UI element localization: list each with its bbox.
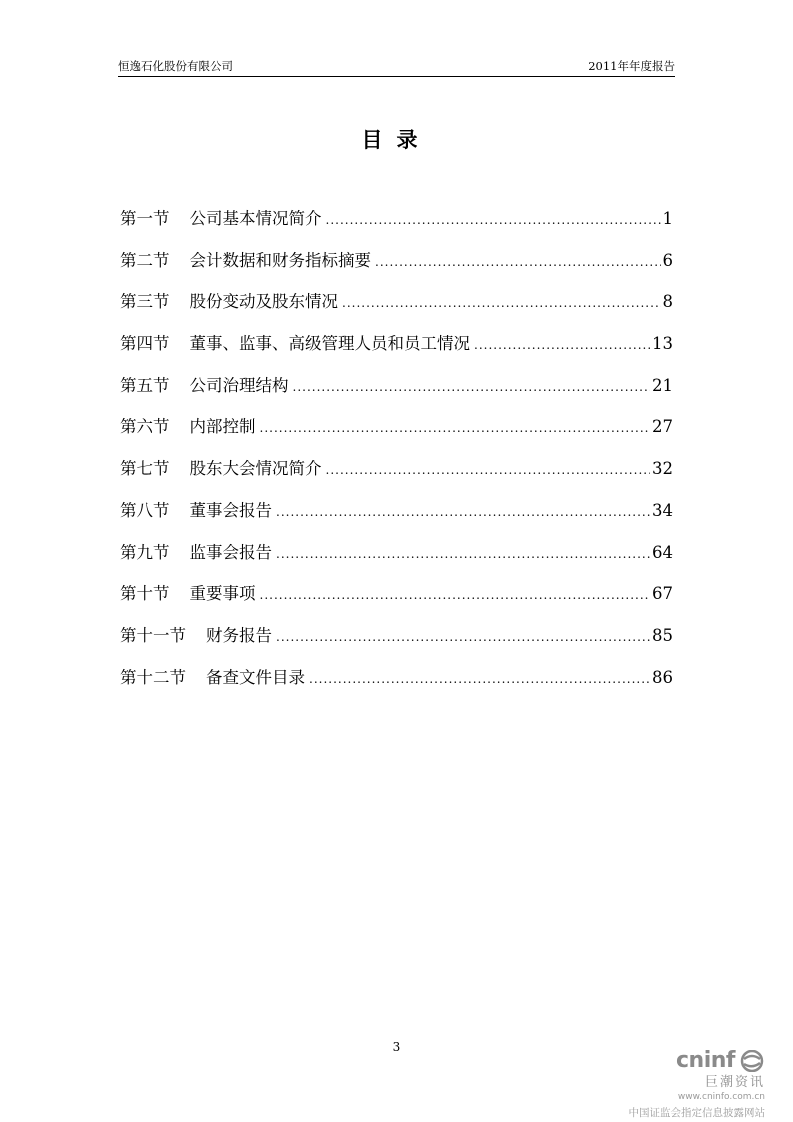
toc-page-number: 34 (652, 500, 673, 520)
toc-title: 目录 (361, 128, 432, 152)
toc-page-number: 64 (652, 542, 673, 562)
toc-page-number: 67 (652, 584, 673, 604)
page-number: 3 (392, 1040, 401, 1054)
toc-row[interactable] (120, 372, 673, 414)
header-report-title: 2011年年度报告 (588, 59, 675, 73)
toc-page-number: 85 (652, 625, 673, 645)
toc-page-number: 27 (652, 417, 673, 437)
toc-section: 第九节 (120, 542, 170, 562)
toc-leader-dots (474, 338, 650, 352)
toc-entry-title: 财务报告 (206, 625, 272, 645)
toc-leader-dots (260, 421, 651, 435)
toc-page-number: 32 (652, 459, 673, 479)
toc-leader-dots (260, 588, 651, 602)
toc-row[interactable] (120, 664, 673, 706)
toc-entry-title: 董事、监事、高级管理人员和员工情况 (189, 334, 470, 354)
cninfo-logo-icon (739, 1050, 765, 1072)
toc-entry-title: 股份变动及股东情况 (189, 292, 338, 312)
toc-row[interactable] (120, 455, 673, 497)
toc-section: 第三节 (120, 292, 170, 312)
toc-leader-dots (326, 213, 661, 227)
page-header (118, 56, 675, 77)
toc-entry-title: 备查文件目录 (206, 667, 305, 687)
toc-leader-dots (276, 630, 650, 644)
cninfo-tagline: 中国证监会指定信息披露网站 (628, 1107, 765, 1119)
toc-leader-dots (276, 547, 650, 561)
toc-section: 第十一节 (120, 625, 186, 645)
toc-section: 第六节 (120, 417, 170, 437)
toc-entry-title: 重要事项 (189, 584, 256, 604)
toc-page-number: 21 (652, 375, 673, 395)
toc-entry-title: 公司基本情况简介 (189, 209, 322, 228)
toc-page-number: 8 (662, 292, 673, 312)
toc-entry-title: 股东大会情况简介 (189, 459, 322, 479)
toc-entry-title: 会计数据和财务指标摘要 (189, 250, 371, 270)
toc-row[interactable] (120, 330, 673, 372)
table-of-contents (120, 205, 673, 705)
toc-page-number: 1 (662, 209, 673, 228)
toc-section: 第二节 (120, 250, 170, 270)
toc-entry-title: 公司治理结构 (189, 375, 289, 395)
toc-section: 第十节 (120, 584, 170, 604)
toc-row[interactable] (120, 622, 673, 664)
cninfo-logo-cn: 巨潮资讯 (704, 1075, 765, 1090)
toc-entry-title: 董事会报告 (189, 500, 272, 520)
toc-row[interactable] (120, 497, 673, 539)
toc-leader-dots (375, 255, 661, 269)
toc-row[interactable] (120, 205, 673, 247)
toc-section: 第五节 (120, 375, 170, 395)
toc-row[interactable] (120, 539, 673, 581)
toc-leader-dots (342, 296, 661, 310)
toc-section: 第八节 (120, 500, 170, 520)
toc-entry-title: 内部控制 (189, 417, 256, 437)
toc-page-number: 6 (662, 250, 673, 270)
toc-leader-dots (293, 380, 651, 394)
toc-page-number: 86 (652, 667, 673, 687)
toc-section: 第七节 (120, 459, 170, 479)
toc-leader-dots (326, 463, 651, 477)
toc-section: 第一节 (120, 209, 170, 228)
toc-row[interactable] (120, 288, 673, 330)
toc-section: 第十二节 (120, 667, 186, 687)
toc-row[interactable] (120, 580, 673, 622)
toc-page-number: 13 (652, 334, 673, 354)
toc-leader-dots (309, 672, 650, 686)
cninfo-url: www.cninfo.com.cn (677, 1092, 765, 1102)
toc-leader-dots (276, 505, 650, 519)
toc-row[interactable] (120, 413, 673, 455)
cninfo-watermark (625, 1048, 765, 1120)
toc-row[interactable] (120, 247, 673, 289)
header-company: 恒逸石化股份有限公司 (118, 59, 233, 73)
toc-entry-title: 监事会报告 (189, 542, 272, 562)
toc-section: 第四节 (120, 334, 170, 354)
cninfo-logo-text: cninf (676, 1048, 735, 1073)
